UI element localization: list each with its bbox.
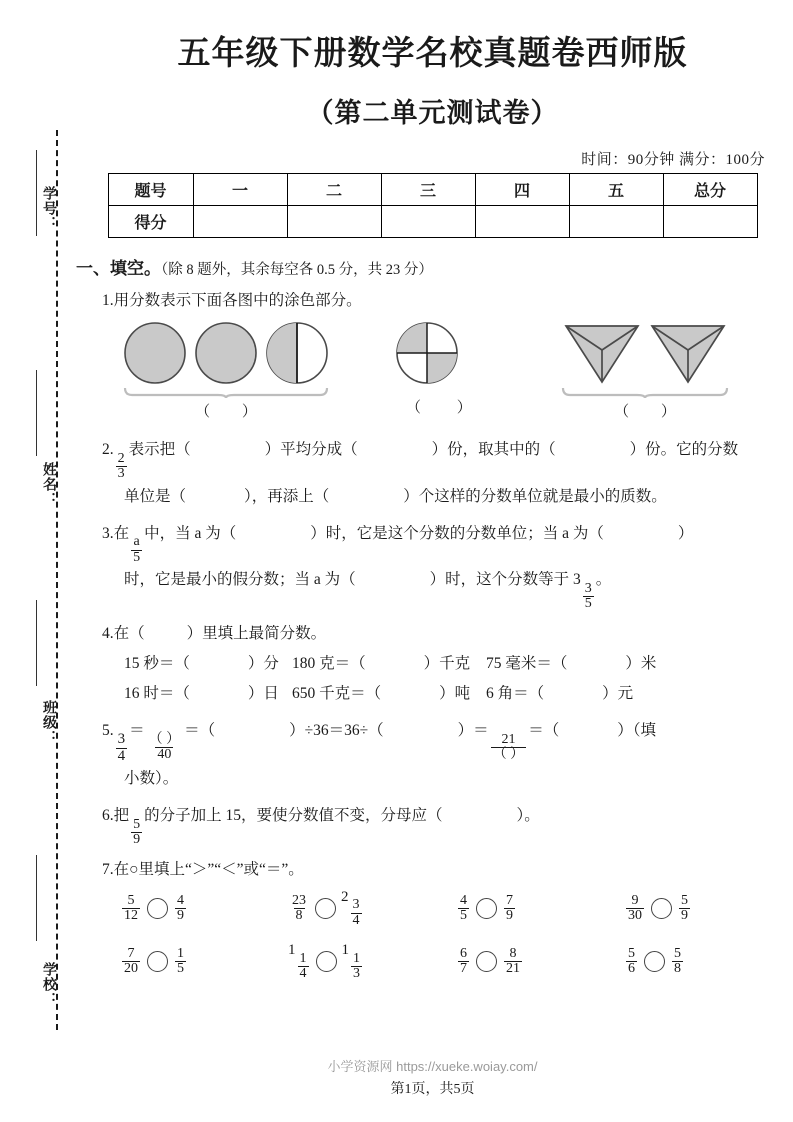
seal-margin (0, 0, 72, 1122)
question-3-text-f: ）时，这个分数等于 3 (429, 571, 581, 589)
compare-item-8 (624, 942, 792, 981)
score-cell-3[interactable] (381, 206, 475, 238)
compare-circle-7[interactable] (476, 951, 497, 972)
seal-divider-3 (36, 600, 37, 686)
fraction-right-1: $\frac{4}{9}$ (177, 892, 184, 924)
question-5-number: 5. (102, 722, 114, 740)
fraction-left-7: $\frac{6}{7}$ (460, 945, 467, 977)
question-1-blank-1[interactable]: （ ） (195, 404, 271, 421)
score-col-3: 三 (381, 174, 475, 206)
question-1-blank-3[interactable]: （ ） (614, 404, 690, 421)
compare-item-2 (288, 889, 456, 928)
question-3-text-c: ）时，它是这个分数的分数单位；当 a 为（ (310, 525, 604, 543)
section-one-note: （除 8 题外，其余每空各 0.5 分，共 23 分） (161, 262, 433, 279)
seal-label-class: 班级： (42, 700, 58, 745)
fraction-two-thirds: $\frac{2}{3}$ (117, 450, 125, 482)
quarter-circle-diagram (390, 320, 464, 386)
question-4-row-2 (124, 679, 793, 709)
mixed-left-6: 1 $\frac{1}{4}$ (288, 942, 307, 982)
question-5-text-g: ）（填 (617, 722, 656, 740)
question-5-line-1 (102, 716, 793, 764)
conversion-item-5: 650 千克＝（ ）吨 (292, 685, 471, 703)
seal-label-school: 学校： (42, 962, 58, 1007)
question-2-number: 2. (102, 441, 114, 459)
circles-shaded-diagram (122, 320, 330, 386)
fraction-left-3: $\frac{4}{5}$ (460, 892, 467, 924)
watermark-text: 小学资源网 https://xueke.woiay.com/ (327, 1059, 538, 1074)
compare-circle-1[interactable] (147, 898, 168, 919)
page-footer (72, 1056, 793, 1098)
page-number: 第1页，共5页 (390, 1082, 475, 1097)
question-1-blank-2[interactable]: （ ） (406, 400, 488, 417)
compare-item-3 (456, 889, 624, 928)
question-6-number: 6.把 (102, 807, 130, 825)
compare-circle-8[interactable] (644, 951, 665, 972)
score-cell-2[interactable] (287, 206, 381, 238)
compare-circle-6[interactable] (316, 951, 337, 972)
score-cell-total[interactable] (663, 206, 757, 238)
fraction-right-5: $\frac{1}{5}$ (177, 945, 184, 977)
conversion-item-3: 75 毫米＝（ ）米 (486, 654, 657, 672)
fraction-21-over-blank[interactable]: $\frac{21}{( )}$ (492, 731, 525, 763)
question-2-text-g: ），再添上（ (244, 487, 330, 505)
conversion-item-1: 15 秒＝（ ）分 (124, 654, 279, 672)
question-3-line-2 (124, 565, 793, 611)
fraction-three-fifths: $\frac{3}{5}$ (584, 580, 592, 612)
question-5-text-d: ）÷36＝36÷（ (289, 722, 384, 740)
question-7 (102, 855, 793, 885)
brace-triangles (560, 386, 730, 399)
fraction-left-8: $\frac{5}{6}$ (628, 945, 635, 977)
question-2-line-1 (102, 435, 793, 481)
page-title: 五年级下册数学名校真题卷西师版 (177, 36, 688, 72)
score-table (108, 173, 758, 238)
compare-circle-5[interactable] (147, 951, 168, 972)
question-3-number: 3.在 (102, 525, 130, 543)
score-col-total: 总分 (663, 174, 757, 206)
question-3-text-g: 。 (595, 571, 612, 589)
question-7-title: 7.在○里填上“＞”“＜”或“＝”。 (102, 860, 304, 878)
compare-item-6 (288, 942, 456, 981)
seal-dashed-line (56, 130, 58, 1030)
question-4-title (102, 619, 793, 649)
fraction-right-3: $\frac{7}{9}$ (506, 892, 513, 924)
table-row-scores (108, 206, 757, 238)
question-7-row-1 (120, 889, 793, 928)
mixed-right-6: 1 $\frac{1}{3}$ (341, 942, 360, 982)
row-label-score: 得分 (108, 206, 193, 238)
question-2-text-c: ）平均分成（ (264, 441, 358, 459)
table-row-question-numbers (108, 174, 757, 206)
question-2-line-2 (124, 482, 793, 512)
question-3-line-1 (102, 519, 793, 565)
question-5-text-e: ）＝ (457, 722, 489, 740)
question-2-text-f: 单位是（ (124, 487, 187, 505)
question-3 (102, 519, 793, 612)
question-2-text-h: ）个这样的分数单位就是最小的质数。 (403, 487, 667, 505)
section-one-heading (76, 254, 793, 279)
seal-divider-2 (36, 370, 37, 456)
fraction-three-fourths: $\frac{3}{4}$ (117, 730, 126, 764)
conversion-item-4: 16 时＝（ ）日 (124, 685, 279, 703)
question-3-text-d: ） (677, 525, 694, 543)
fraction-left-5: $\frac{7}{20}$ (124, 945, 138, 977)
figure-group-circles (122, 320, 330, 421)
compare-circle-3[interactable] (476, 898, 497, 919)
question-5-text-f: ＝（ (528, 722, 560, 740)
row-label-question-number: 题号 (108, 174, 193, 206)
question-3-text-b: 中，当 a 为（ (144, 525, 237, 543)
figure-group-triangles (560, 320, 730, 421)
conversion-item-6: 6 角＝（ ）元 (486, 685, 634, 703)
score-cell-4[interactable] (475, 206, 569, 238)
inverted-triangles-diagram (560, 320, 730, 386)
question-6-line (102, 801, 793, 847)
question-5-line-2: 小数）。 (124, 770, 179, 788)
score-cell-1[interactable] (193, 206, 287, 238)
mixed-right-2: 2 $\frac{3}{4}$ (341, 888, 360, 928)
question-1 (102, 286, 793, 316)
score-cell-5[interactable] (569, 206, 663, 238)
fraction-right-8: $\frac{5}{8}$ (674, 945, 681, 977)
compare-item-7 (456, 942, 624, 981)
exam-meta: 时间：90分钟 满分：100分 (581, 152, 765, 169)
question-5-eq-1: ＝ (129, 722, 145, 740)
compare-item-1 (120, 889, 288, 928)
score-col-1: 一 (193, 174, 287, 206)
seal-label-student-id: 学号： (42, 186, 58, 231)
score-col-4: 四 (475, 174, 569, 206)
page-subtitle: （第二单元测试卷） (306, 98, 559, 129)
question-4-row-1 (124, 649, 793, 679)
exam-page (72, 0, 793, 1122)
question-3-text-e: 时，它是最小的假分数；当 a 为（ (124, 571, 356, 589)
fraction-right-4: $\frac{5}{9}$ (681, 892, 688, 924)
question-6 (102, 801, 793, 847)
fraction-left-4: $\frac{9}{30}$ (628, 892, 642, 924)
question-1-figures (72, 320, 793, 428)
question-2-text-e: ）份。它的分数 (629, 441, 739, 459)
score-col-5: 五 (569, 174, 663, 206)
question-2-text-b: 表示把（ (128, 441, 191, 459)
question-4 (102, 619, 793, 710)
compare-item-5 (120, 942, 288, 981)
question-2-text-d: ）份，取其中的（ (431, 441, 556, 459)
title-block (72, 0, 793, 130)
question-5-text-c: ＝（ (184, 722, 216, 740)
fraction-five-ninths: $\frac{5}{9}$ (133, 816, 141, 848)
question-4-title-text: ）里填上最简分数。 (186, 624, 327, 642)
fraction-blank-over-40[interactable]: $\frac{( )}{40}$ (148, 731, 181, 763)
question-6-text-b: 的分子加上 15，要使分数值不变，分母应（ (144, 807, 443, 825)
score-col-2: 二 (287, 174, 381, 206)
fraction-left-1: $\frac{5}{12}$ (124, 892, 138, 924)
compare-item-4 (624, 889, 792, 928)
question-1-text: 1.用分数表示下面各图中的涂色部分。 (102, 292, 362, 310)
fraction-a-over-5: $\frac{a}{5}$ (133, 534, 141, 565)
figure-group-quarter-circle (390, 320, 488, 417)
question-2 (102, 435, 793, 512)
question-7-row-2 (120, 942, 793, 981)
fraction-right-7: $\frac{8}{21}$ (506, 945, 520, 977)
compare-circle-2[interactable] (315, 898, 336, 919)
fraction-left-2: $\frac{23}{8}$ (292, 892, 306, 924)
seal-label-name: 姓名： (42, 462, 58, 507)
question-6-text-c: ）。 (516, 807, 540, 825)
compare-circle-4[interactable] (651, 898, 672, 919)
question-5 (102, 716, 793, 794)
question-4-number: 4.在（ (102, 624, 145, 642)
conversion-item-2: 180 克＝（ ）千克 (292, 654, 471, 672)
seal-divider-4 (36, 855, 37, 941)
brace-circles (122, 386, 330, 399)
section-one-title: 一、填空。 (76, 259, 161, 279)
